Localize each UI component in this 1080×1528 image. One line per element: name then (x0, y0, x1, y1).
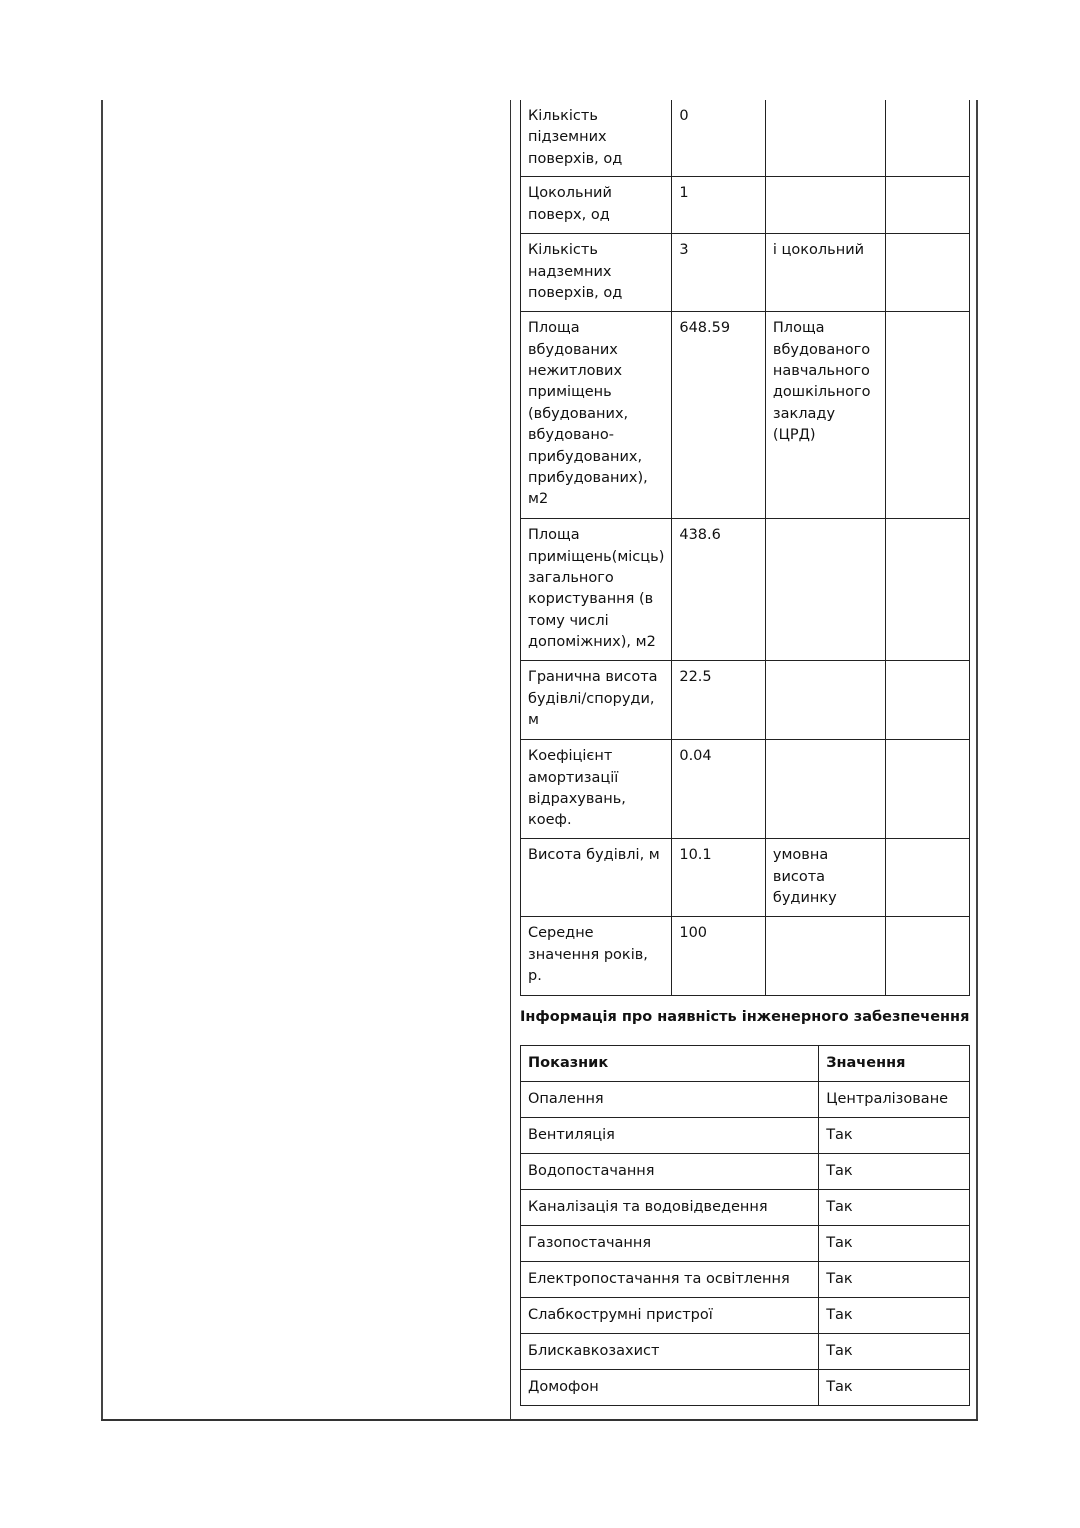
indicator-name: Водопостачання (528, 1163, 655, 1179)
indicator-value: Так (826, 1343, 853, 1359)
table-row (521, 1118, 970, 1154)
parameter-note (766, 661, 886, 673)
parameter-note (766, 740, 886, 752)
outer-frame-column-divider (510, 100, 511, 1421)
parameter-value: 100 (679, 925, 708, 942)
parameter-extra (886, 661, 969, 673)
parameter-note: умовна висота будинку (772, 847, 837, 907)
engineering-supply-table (520, 1045, 970, 1406)
parameter-extra (886, 312, 969, 324)
table-row (521, 312, 970, 519)
column-header-indicator: Показник (528, 1055, 609, 1071)
indicator-name: Газопостачання (528, 1235, 652, 1251)
table-row (521, 1262, 970, 1298)
table-row (521, 100, 970, 177)
table-row (521, 177, 970, 234)
parameter-name: Гранична висота будівлі/споруди, м (528, 669, 658, 729)
parameter-name: Площа вбудованих нежитлових приміщень (вбудованих, вбудовано-прибудованих, прибудованих), м2 (528, 320, 648, 508)
indicator-value: Так (826, 1127, 853, 1143)
parameter-value: 10.1 (679, 847, 712, 864)
parameter-extra (886, 917, 969, 929)
table-row (521, 1154, 970, 1190)
parameter-name: Цокольний поверх, од (528, 185, 612, 223)
indicator-name: Домофон (528, 1379, 599, 1395)
indicator-value: Так (826, 1199, 853, 1215)
parameter-name: Коефіцієнт амортизації відрахувань, коеф. (528, 748, 626, 829)
table-row (521, 1082, 970, 1118)
indicator-value: Так (826, 1163, 853, 1179)
parameter-note (766, 100, 886, 112)
parameter-name: Середне значення років, р. (528, 925, 648, 985)
parameter-extra (886, 740, 969, 752)
parameter-value: 0 (679, 108, 689, 124)
indicator-name: Опалення (528, 1091, 604, 1107)
outer-frame-left-border (101, 100, 103, 1421)
indicator-value: Централізоване (826, 1091, 949, 1107)
parameter-extra (886, 519, 969, 531)
table-row (521, 1190, 970, 1226)
indicator-value: Так (826, 1235, 853, 1251)
table-header-row (521, 1046, 970, 1082)
parameter-note: Площа вбудованого навчального дошкільного закладу (ЦРД) (772, 320, 871, 444)
parameter-value: 438.6 (679, 527, 721, 544)
table-row (521, 234, 970, 312)
parameter-value: 3 (679, 242, 689, 259)
parameter-name: Площа приміщень(місць) загального користування (в тому числі допоміжних), м2 (528, 527, 665, 651)
indicator-name: Блискавкозахист (528, 1343, 660, 1359)
indicator-value: Так (826, 1307, 853, 1323)
table-row (521, 1298, 970, 1334)
table-row (521, 519, 970, 661)
parameter-value: 648.59 (679, 320, 731, 337)
indicator-value: Так (826, 1271, 853, 1287)
parameter-note: і цокольний (772, 242, 865, 259)
indicator-name: Вентиляція (528, 1127, 615, 1143)
parameter-name: Висота будівлі, м (528, 847, 660, 864)
table-row (521, 839, 970, 917)
table-row (521, 740, 970, 839)
parameter-value: 22.5 (679, 669, 712, 686)
parameter-extra (886, 100, 969, 112)
table-row (521, 917, 970, 996)
outer-frame-right-border (976, 100, 978, 1421)
parameter-note (766, 177, 886, 189)
parameter-extra (886, 177, 969, 189)
indicator-name: Електропостачання та освітлення (528, 1271, 790, 1287)
table-row (521, 1334, 970, 1370)
indicator-name: Слабкострумні пристрої (528, 1307, 713, 1323)
parameter-name: Кількість надземних поверхів, од (528, 242, 623, 302)
building-parameters-table (520, 100, 970, 996)
column-header-value: Значення (826, 1055, 906, 1071)
parameter-note (766, 519, 886, 531)
outer-frame-bottom-border (101, 1419, 978, 1421)
parameter-value: 1 (679, 185, 689, 202)
indicator-value: Так (826, 1379, 853, 1395)
parameter-name: Кількість підземних поверхів, од (528, 108, 623, 167)
parameter-note (766, 917, 886, 929)
table-row (521, 1226, 970, 1262)
table-row (521, 661, 970, 740)
engineering-section-heading: Інформація про наявність інженерного забезпечення (520, 1009, 970, 1025)
parameter-extra (886, 839, 969, 851)
parameter-extra (886, 234, 969, 246)
table-row (521, 1370, 970, 1406)
indicator-name: Каналізація та водовідведення (528, 1199, 768, 1215)
parameter-value: 0.04 (679, 748, 712, 765)
